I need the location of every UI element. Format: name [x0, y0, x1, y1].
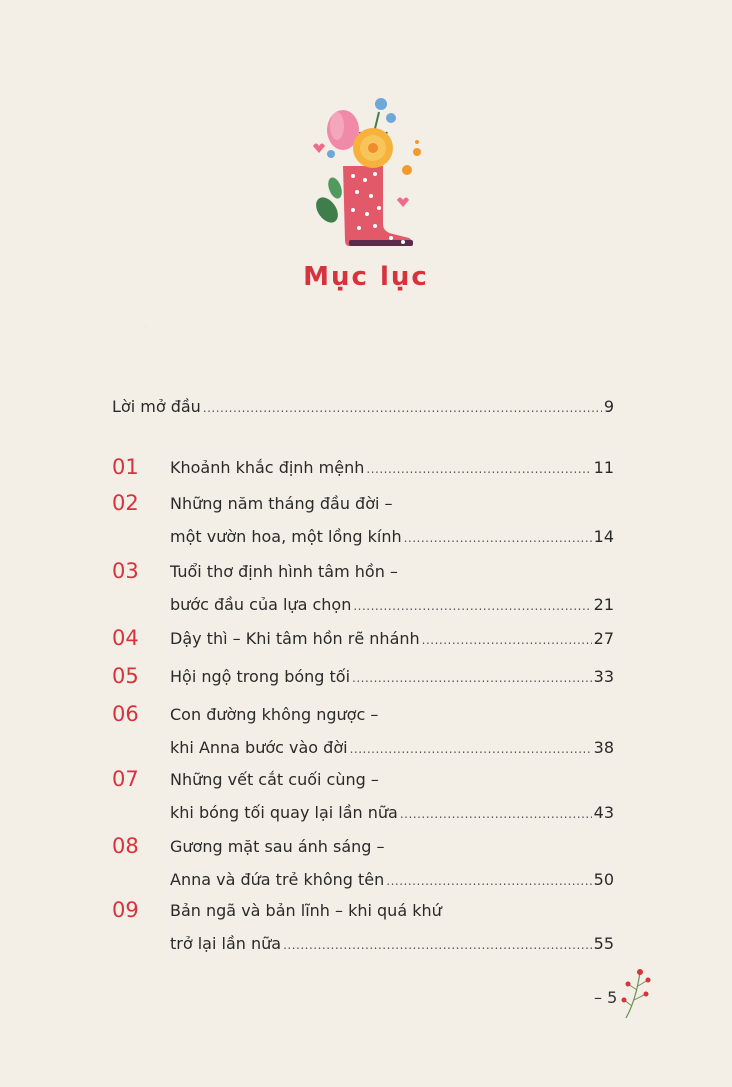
chapter-number: 03: [112, 559, 139, 583]
toc-intro-entry[interactable]: [112, 397, 614, 416]
dot-leader: [386, 870, 591, 892]
chapter-number: 01: [112, 455, 139, 479]
chapter-title-line: khi Anna bước vào đời: [170, 738, 348, 757]
toc-page-number: 33: [593, 667, 614, 686]
chapter-title-line: Những năm tháng đầu đời –: [170, 494, 393, 513]
flower-sprig-icon: [620, 966, 656, 1020]
chapter-number: 05: [112, 664, 139, 688]
toc-page-number: 9: [603, 397, 614, 416]
dot-leader: [350, 738, 592, 760]
dot-leader: [366, 458, 591, 480]
chapter-number: 07: [112, 767, 139, 791]
dot-leader: [400, 803, 592, 825]
chapter-number: 02: [112, 491, 139, 515]
toc-page-number: 11: [593, 458, 614, 477]
dot-leader: [203, 401, 602, 415]
footer-page-number: – 5: [594, 988, 618, 1007]
chapter-title-line: Bản ngã và bản lĩnh – khi quá khứ: [170, 901, 442, 920]
toc-page-number: 55: [593, 934, 614, 953]
dot-leader: [283, 934, 592, 956]
dot-leader: [353, 595, 591, 617]
chapter-title-line: Tuổi thơ định hình tâm hồn –: [170, 562, 398, 581]
chapter-title-line: Con đường không ngược –: [170, 705, 379, 724]
toc-page-number: 14: [593, 527, 614, 546]
toc-page-number: 50: [593, 870, 614, 889]
chapter-number: 06: [112, 702, 139, 726]
chapter-title-line: Hội ngộ trong bóng tối: [170, 667, 351, 686]
toc-page-number: 38: [593, 738, 614, 757]
chapter-title-line: bước đầu của lựa chọn: [170, 595, 352, 614]
chapter-title-line: Anna và đứa trẻ không tên: [170, 870, 385, 889]
chapter-title-line: Những vết cắt cuối cùng –: [170, 770, 379, 789]
dot-leader: [422, 629, 592, 651]
flower-boot-icon: [305, 92, 425, 252]
chapter-number: 08: [112, 834, 139, 858]
toc-page-number: 43: [593, 803, 614, 822]
dot-leader: [352, 667, 592, 689]
page-title: Mục lục: [303, 262, 429, 292]
chapter-number: 09: [112, 898, 139, 922]
toc-page-number: 21: [593, 595, 614, 614]
chapter-title-line: Gương mặt sau ánh sáng –: [170, 837, 385, 856]
chapter-title-line: khi bóng tối quay lại lần nữa: [170, 803, 398, 822]
toc-page-number: 27: [593, 629, 614, 648]
chapter-title-line: trở lại lần nữa: [170, 934, 282, 953]
chapter-number: 04: [112, 626, 139, 650]
toc-entry-label: Lời mở đầu: [112, 397, 201, 416]
chapter-title-line: Khoảnh khắc định mệnh: [170, 458, 365, 477]
dot-leader: [404, 527, 592, 549]
chapter-title-line: Dậy thì – Khi tâm hồn rẽ nhánh: [170, 629, 420, 648]
chapter-title-line: một vườn hoa, một lồng kính: [170, 527, 402, 546]
